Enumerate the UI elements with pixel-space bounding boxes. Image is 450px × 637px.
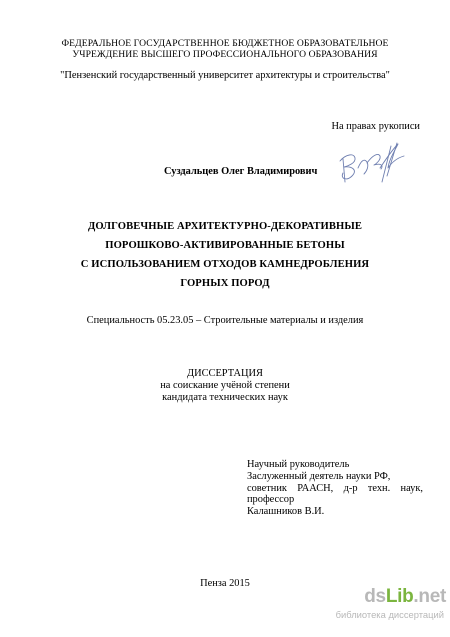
supervisor-degree: советник РААСН, д-р техн. наук, [247, 482, 423, 494]
specialty: Специальность 05.23.05 – Строительные материалы и изделия [86, 315, 364, 326]
title-line-3: С ИСПОЛЬЗОВАНИЕМ ОТХОДОВ КАМНЕДРОБЛЕНИЯ [80, 259, 370, 270]
author-name: Суздальцев Олег Владимирович [164, 166, 318, 177]
dslib-watermark [328, 586, 446, 630]
city-year: Пенза 2015 [200, 578, 250, 589]
title-line-2: ПОРОШКОВО-АКТИВИРОВАННЫЕ БЕТОНЫ [105, 240, 345, 251]
dissertation-degree: на соискание учёной степени [160, 380, 290, 391]
supervisor-block [247, 459, 423, 518]
watermark-subtitle: библиотека диссертаций [335, 609, 444, 620]
manuscript-note: На правах рукописи [331, 121, 420, 132]
logo-lib: Lib [385, 586, 414, 607]
supervisor-rank: профессор [247, 494, 295, 506]
university-name: "Пензенский государственный университет архитектуры и строительства" [60, 70, 390, 81]
dissertation-candidate: кандидата технических наук [162, 392, 288, 403]
dissertation-heading: ДИССЕРТАЦИЯ [187, 368, 263, 379]
supervisor-honor: Заслуженный деятель науки РФ, [247, 470, 391, 482]
signature-icon [334, 138, 414, 188]
supervisor-title: Научный руководитель [247, 459, 350, 470]
header-line-2: УЧРЕЖДЕНИЕ ВЫСШЕГО ПРОФЕССИОНАЛЬНОГО ОБРАЗОВАНИЯ [72, 49, 378, 60]
header-line-1: ФЕДЕРАЛЬНОЕ ГОСУДАРСТВЕННОЕ БЮДЖЕТНОЕ ОБРАЗОВАТЕЛЬНОЕ [61, 38, 389, 49]
dslib-logo [364, 586, 446, 608]
title-line-1: ДОЛГОВЕЧНЫЕ АРХИТЕКТУРНО-ДЕКОРАТИВНЫЕ [87, 221, 363, 232]
supervisor-name: Калашников В.И. [247, 506, 325, 518]
logo-net: .net [413, 586, 446, 607]
logo-ds: ds [364, 586, 386, 607]
title-line-4: ГОРНЫХ ПОРОД [180, 278, 270, 289]
